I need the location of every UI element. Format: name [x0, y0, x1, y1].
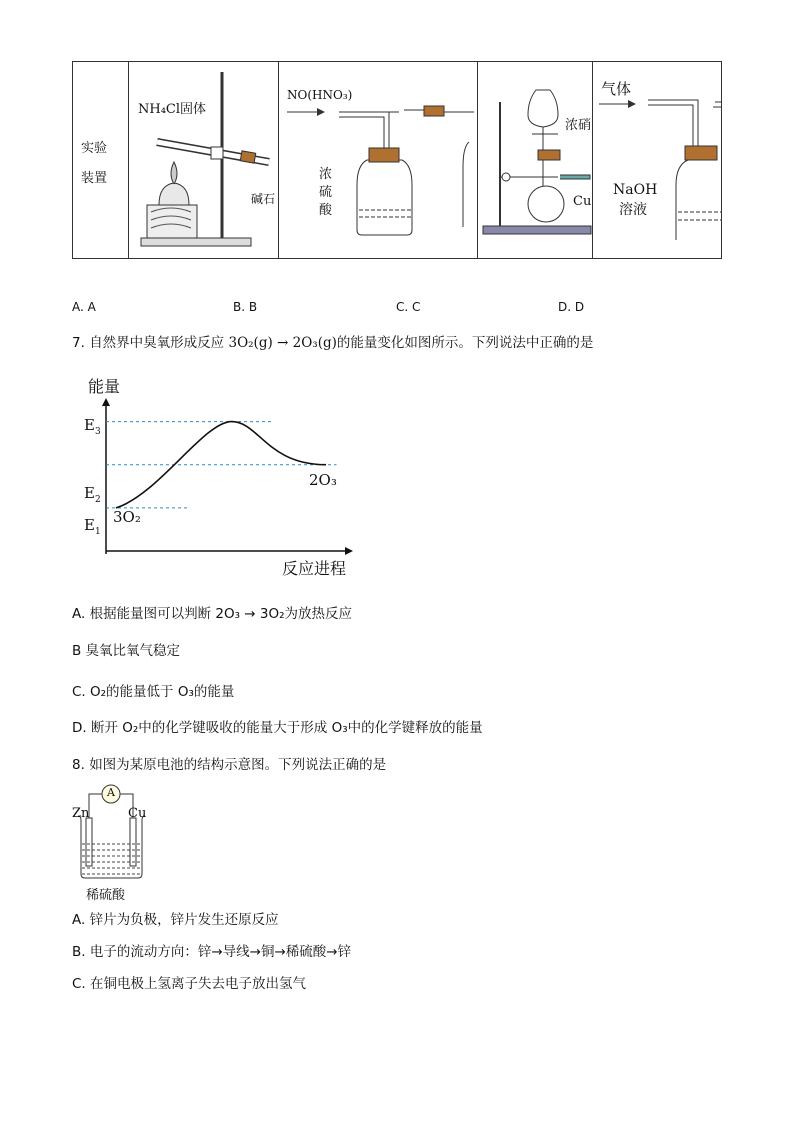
- level-e3-label: $E_3$: [84, 416, 101, 437]
- b-label: NO(HNO₃): [287, 88, 353, 102]
- a-side-label: 碱石: [251, 192, 276, 206]
- cu-label: Cu: [128, 806, 147, 821]
- galvanic-cell-diagram: [70, 782, 160, 882]
- product-label: 2O₃: [309, 471, 337, 489]
- c-label: 浓硝: [565, 118, 592, 133]
- q7-option-c: C. O₂的能量低于 O₃的能量: [72, 684, 235, 700]
- d-label: 气体: [601, 80, 632, 98]
- q6-option-b: B. B: [233, 300, 258, 314]
- a-label: NH₄Cl固体: [138, 102, 207, 117]
- row-label-2: 装置: [81, 171, 108, 186]
- q7-option-b: B 臭氧比氧气稳定: [72, 643, 181, 659]
- q6-option-c: C. C: [396, 300, 421, 314]
- zinc-electrode: [86, 818, 92, 866]
- level-e1-label: $E_1$: [84, 516, 101, 537]
- q7-stem: 7. 自然界中臭氧形成反应 3O₂(g) → 2O₃(g)的能量变化如图所示。下列说法中正确的是: [72, 335, 594, 351]
- copper-electrode: [130, 818, 136, 866]
- q7-option-d: D. 断开 O₂中的化学键吸收的能量大于形成 O₃中的化学键释放的能量: [72, 720, 483, 736]
- reactant-label: 3O₂: [113, 508, 141, 526]
- x-axis-label: 反应进程: [282, 559, 347, 578]
- ammeter-label: A: [107, 786, 115, 799]
- q8-option-c: C. 在铜电极上氢离子失去电子放出氢气: [72, 976, 307, 992]
- level-e2-label: $E_2$: [84, 484, 101, 505]
- y-axis-label: 能量: [88, 377, 121, 396]
- x-axis-arrow: [345, 547, 353, 555]
- q8-stem: 8. 如图为某原电池的结构示意图。下列说法正确的是: [72, 757, 387, 773]
- q6-option-d: D. D: [558, 300, 585, 314]
- c-metal-label: Cu: [573, 194, 592, 209]
- d-solution-label: NaOH 溶液: [613, 182, 658, 218]
- q8-option-a: A. 锌片为负极，锌片发生还原反应: [72, 912, 279, 928]
- y-axis-arrow: [102, 398, 110, 406]
- zn-label: Zn: [72, 806, 90, 821]
- q7-option-a: A. 根据能量图可以判断 2O₃ → 3O₂为放热反应: [72, 606, 353, 622]
- apparatus-a-drawing: [129, 62, 277, 258]
- electrolyte-label: 稀硫酸: [86, 888, 126, 903]
- q6-option-a: A. A: [72, 300, 96, 314]
- q8-option-b: B. 电子的流动方向：锌→导线→铜→稀硫酸→锌: [72, 944, 352, 960]
- apparatus-table: [72, 61, 722, 259]
- apparatus-c-drawing: [478, 62, 592, 258]
- b-acid-label: 浓 硫 酸: [319, 167, 333, 218]
- row-label-1: 实验: [81, 141, 108, 156]
